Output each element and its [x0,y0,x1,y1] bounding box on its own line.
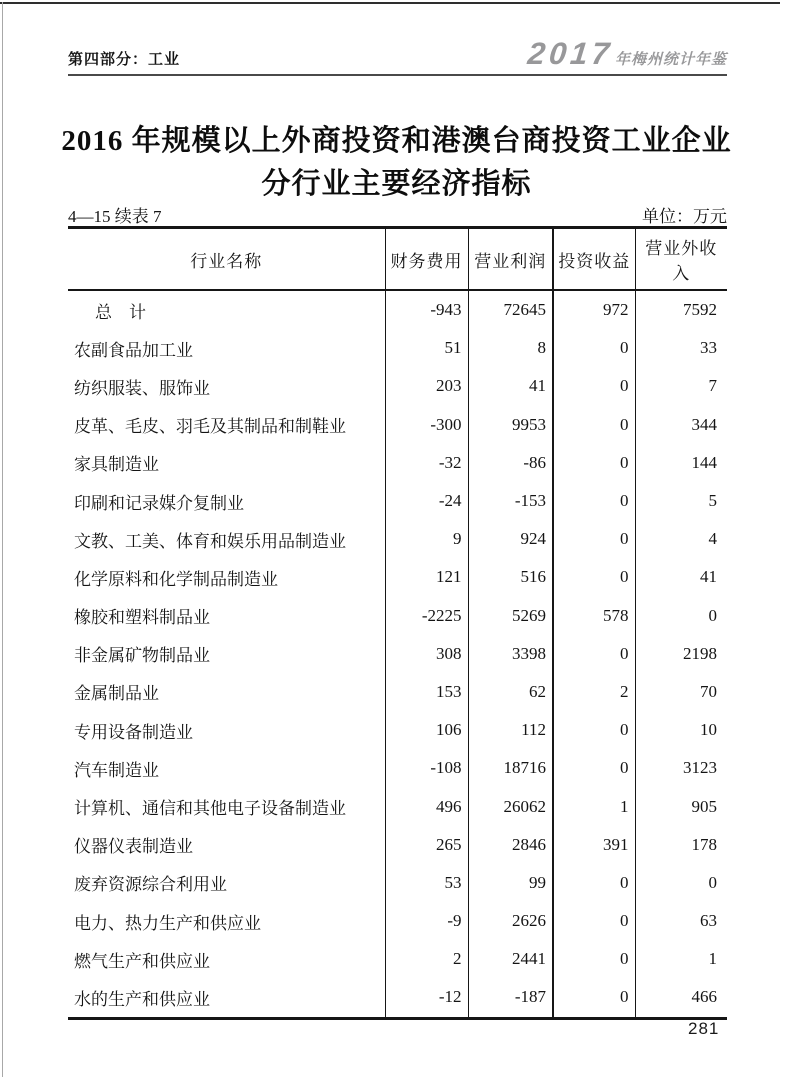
table-header-row [68,228,727,291]
value-cell: -943 [385,290,468,329]
value-cell: -2225 [385,597,468,635]
value-cell: -9 [385,902,468,940]
value-cell: 0 [553,635,635,673]
value-cell: -32 [385,444,468,482]
table-row [68,787,727,825]
table-continuation-label: 4—15 续表 7 [68,207,162,226]
table-row [68,597,727,635]
table-row [68,711,727,749]
value-cell: 112 [468,711,553,749]
value-cell: 5 [635,482,727,520]
table-body [68,290,727,1018]
value-cell: 33 [635,329,727,367]
value-cell: 7592 [635,290,727,329]
page-title-line2: 分行业主要经济指标 [261,168,532,201]
value-cell: 344 [635,406,727,444]
value-cell: 62 [468,673,553,711]
value-cell: 9 [385,520,468,558]
running-header [68,38,727,76]
industry-name-cell: 水的生产和供应业 [74,989,210,1009]
value-cell: 5269 [468,597,553,635]
table-row [68,290,727,329]
value-cell: 3398 [468,635,553,673]
page-title-line1: 2016 年规模以上外商投资和港澳台商投资工业企业 [61,125,732,158]
value-cell: 2 [553,673,635,711]
value-cell: 516 [468,558,553,596]
value-cell: 0 [635,597,727,635]
value-cell: 3123 [635,749,727,787]
value-cell: 51 [385,329,468,367]
table-row [68,902,727,940]
value-cell: 0 [553,940,635,978]
value-cell: 578 [553,597,635,635]
industry-name-cell: 总 计 [95,302,146,322]
table-row [68,482,727,520]
value-cell: -86 [468,444,553,482]
value-cell: -153 [468,482,553,520]
value-cell: 41 [468,367,553,405]
table-row [68,749,727,787]
value-cell: 0 [553,978,635,1018]
table-row [68,864,727,902]
value-cell: 99 [468,864,553,902]
industry-name-cell: 农副食品加工业 [74,340,193,360]
table-row [68,444,727,482]
industry-name-cell: 电力、热力生产和供应业 [74,913,261,933]
value-cell: 2 [385,940,468,978]
column-header: 行业名称 [68,228,385,291]
industry-name-cell: 印刷和记录媒介复制业 [74,493,244,513]
page-title [0,120,793,206]
column-header: 财务费用 [385,228,468,291]
data-table [68,226,727,1020]
value-cell: 466 [635,978,727,1018]
value-cell: -300 [385,406,468,444]
industry-name-cell: 非金属矿物制品业 [74,646,210,666]
value-cell: 496 [385,787,468,825]
value-cell: 0 [553,444,635,482]
value-cell: 144 [635,444,727,482]
value-cell: 106 [385,711,468,749]
value-cell: 0 [635,864,727,902]
value-cell: 1 [635,940,727,978]
table-row [68,406,727,444]
value-cell: 0 [553,902,635,940]
logo-suffix: 年梅州统计年鉴 [614,51,727,68]
value-cell: 2198 [635,635,727,673]
value-cell: 4 [635,520,727,558]
scan-edge-top-line [0,2,780,4]
industry-name-cell: 纺织服装、服饰业 [74,378,210,398]
value-cell: 0 [553,520,635,558]
page-number: 281 [688,1019,720,1038]
industry-name-cell: 皮革、毛皮、羽毛及其制品和制鞋业 [74,417,346,437]
value-cell: 265 [385,826,468,864]
value-cell: 2441 [468,940,553,978]
logo-year: 2017 [526,36,615,71]
industry-name-cell: 废弃资源综合利用业 [74,875,227,895]
value-cell: 7 [635,367,727,405]
industry-name-cell: 计算机、通信和其他电子设备制造业 [74,799,346,819]
table-row [68,367,727,405]
industry-name-cell: 金属制品业 [74,684,159,704]
value-cell: 26062 [468,787,553,825]
value-cell: 53 [385,864,468,902]
industry-name-cell: 燃气生产和供应业 [74,951,210,971]
industry-name-cell: 橡胶和塑料制品业 [74,608,210,628]
table-header [68,228,727,291]
value-cell: 10 [635,711,727,749]
value-cell: 0 [553,406,635,444]
table-row [68,520,727,558]
table-row [68,635,727,673]
value-cell: 70 [635,673,727,711]
value-cell: 0 [553,482,635,520]
table-row [68,673,727,711]
value-cell: 905 [635,787,727,825]
value-cell: 308 [385,635,468,673]
table-row [68,978,727,1018]
industry-name-cell: 汽车制造业 [74,760,159,780]
industry-name-cell: 专用设备制造业 [74,722,193,742]
value-cell: 0 [553,367,635,405]
industry-name-cell: 家具制造业 [74,455,159,475]
value-cell: 121 [385,558,468,596]
value-cell: 0 [553,749,635,787]
value-cell: 8 [468,329,553,367]
value-cell: -187 [468,978,553,1018]
value-cell: 924 [468,520,553,558]
value-cell: 178 [635,826,727,864]
value-cell: 153 [385,673,468,711]
value-cell: 72645 [468,290,553,329]
table-row [68,329,727,367]
value-cell: -24 [385,482,468,520]
value-cell: 2846 [468,826,553,864]
industry-name-cell: 化学原料和化学制品制造业 [74,569,278,589]
value-cell: 0 [553,329,635,367]
industry-name-cell: 仪器仪表制造业 [74,837,193,857]
value-cell: 41 [635,558,727,596]
table-caption-row [68,202,727,227]
value-cell: 203 [385,367,468,405]
column-header: 投资收益 [553,228,635,291]
value-cell: 1 [553,787,635,825]
value-cell: -12 [385,978,468,1018]
table-unit-label: 单位：万元 [642,207,727,226]
section-label: 第四部分：工业 [68,51,181,68]
value-cell: 9953 [468,406,553,444]
value-cell: 972 [553,290,635,329]
value-cell: 63 [635,902,727,940]
value-cell: 0 [553,711,635,749]
value-cell: 2626 [468,902,553,940]
column-header: 营业利润 [468,228,553,291]
value-cell: -108 [385,749,468,787]
table-row [68,558,727,596]
value-cell: 0 [553,864,635,902]
value-cell: 0 [553,558,635,596]
column-header: 营业外收入 [635,228,727,291]
table-row [68,826,727,864]
yearbook-logo [528,38,727,69]
value-cell: 391 [553,826,635,864]
table-row [68,940,727,978]
industry-name-cell: 文教、工美、体育和娱乐用品制造业 [74,531,346,551]
value-cell: 18716 [468,749,553,787]
